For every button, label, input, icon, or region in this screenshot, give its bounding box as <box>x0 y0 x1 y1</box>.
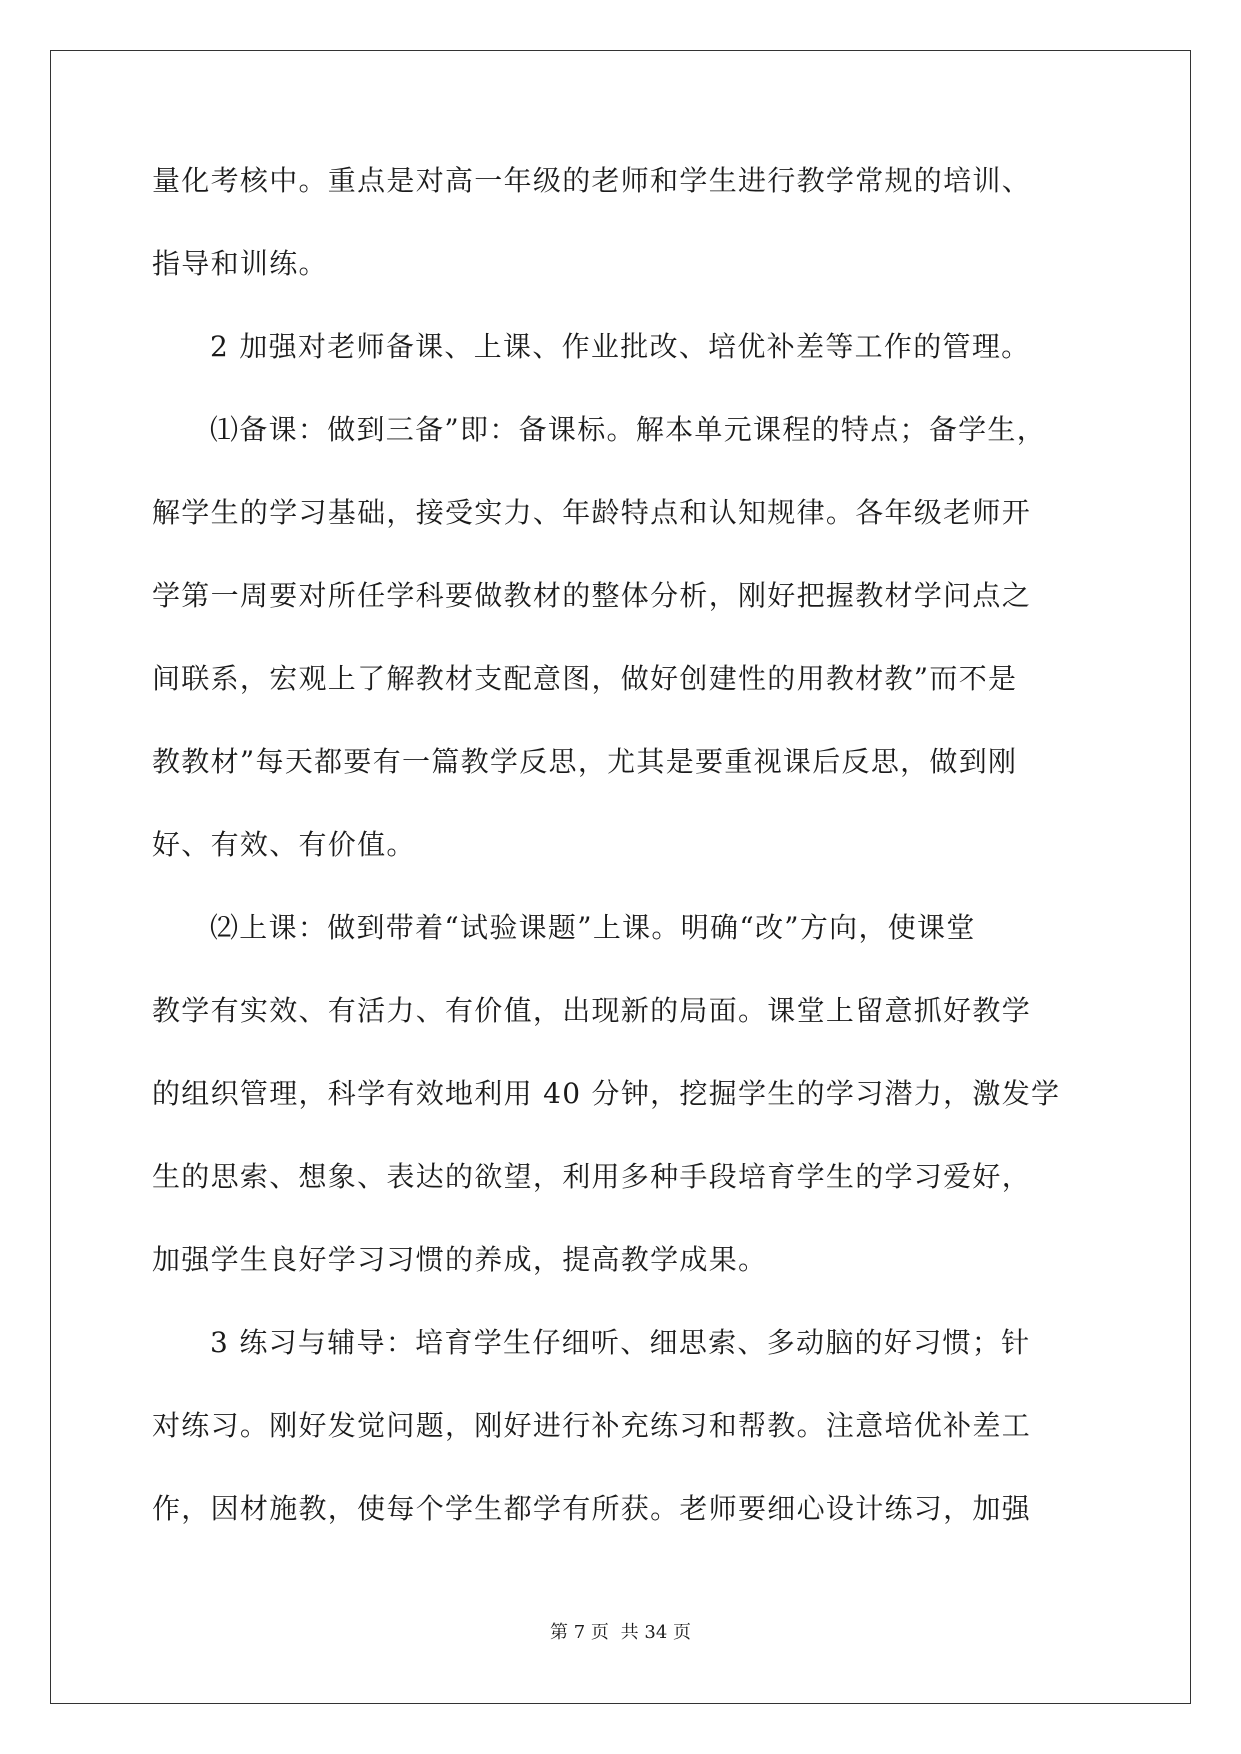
text-line: 学第一周要对所任学科要做教材的整体分析，刚好把握教材学问点之 <box>152 579 1032 612</box>
text-line: 2 加强对老师备课、上课、作业批改、培优补差等工作的管理。 <box>210 330 1031 363</box>
text-line: 教教材”每天都要有一篇教学反思，尤其是要重视课后反思，做到刚 <box>152 745 1018 778</box>
text-line: 的组织管理，科学有效地利用 40 分钟，挖掘学生的学习潜力，激发学 <box>152 1077 1061 1110</box>
text-line: 3 练习与辅导：培育学生仔细听、细思索、多动脑的好习惯；针 <box>210 1326 1031 1359</box>
text-line: 间联系，宏观上了解教材支配意图，做好创建性的用教材教”而不是 <box>152 662 1018 695</box>
document-body <box>152 166 1092 1577</box>
text-line: 量化考核中。重点是对高一年级的老师和学生进行教学常规的培训、 <box>152 164 1032 197</box>
text-line: 教学有实效、有活力、有价值，出现新的局面。课堂上留意抓好教学 <box>152 994 1032 1027</box>
text-line: 对练习。刚好发觉问题，刚好进行补充练习和帮教。注意培优补差工 <box>152 1409 1032 1442</box>
text-line: 指导和训练。 <box>152 247 328 280</box>
text-line: 作，因材施教，使每个学生都学有所获。老师要细心设计练习，加强 <box>152 1492 1032 1525</box>
text-line: ⑵上课：做到带着“试验课题”上课。明确“改”方向，使课堂 <box>210 911 976 944</box>
text-line: ⑴备课：做到三备”即：备课标。解本单元课程的特点；备学生， <box>210 413 1047 446</box>
text-line: 加强学生良好学习习惯的养成，提高教学成果。 <box>152 1243 768 1276</box>
page-footer <box>0 1618 1241 1644</box>
page-number: 第 7 页 <box>550 1622 609 1643</box>
text-line: 生的思索、想象、表达的欲望，利用多种手段培育学生的学习爱好， <box>152 1160 1032 1193</box>
text-line: 解学生的学习基础，接受实力、年龄特点和认知规律。各年级老师开 <box>152 496 1032 529</box>
page-total: 共 34 页 <box>620 1622 691 1643</box>
text-line: 好、有效、有价值。 <box>152 828 416 861</box>
